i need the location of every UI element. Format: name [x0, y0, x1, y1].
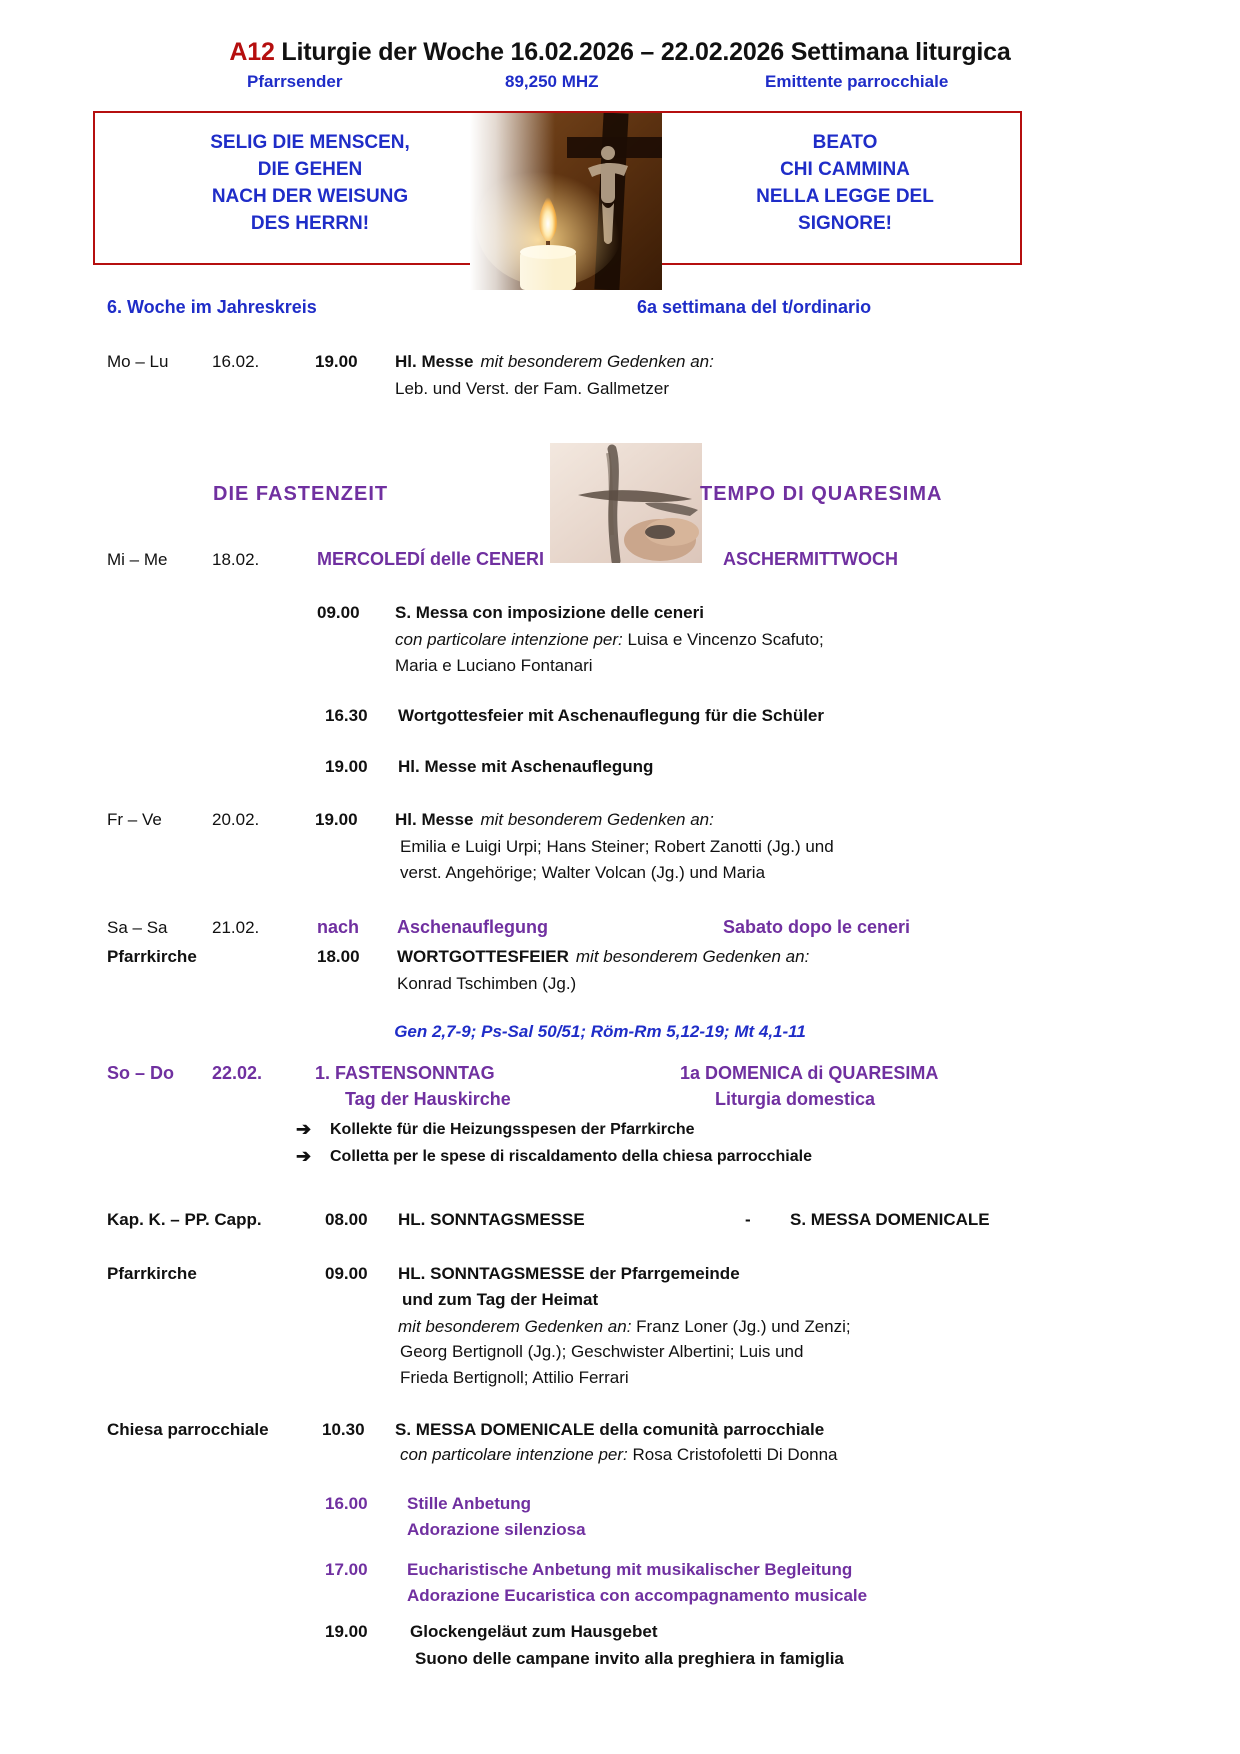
time-label: 19.00	[315, 352, 358, 371]
page-title	[0, 38, 1240, 67]
intention-names: Georg Bertignoll (Jg.); Geschwister Albertini; Luis und	[400, 1342, 804, 1361]
service-name: Hl. Messe	[395, 810, 474, 829]
motto-italian	[695, 129, 995, 237]
intention-names: Rosa Cristofoletti Di Donna	[632, 1445, 838, 1464]
intention-line	[395, 630, 824, 650]
ash-cross-image	[550, 443, 702, 563]
intention-line	[400, 1445, 838, 1465]
service-name: WORTGOTTESFEIER	[397, 947, 569, 966]
motto-de-line: DES HERRN!	[250, 213, 370, 234]
mass-title-de: HL. SONNTAGSMESSE	[398, 1210, 585, 1229]
motto-it-line: BEATO	[812, 132, 878, 153]
ash-title-de: ASCHERMITTWOCH	[723, 549, 898, 569]
date-label: 21.02.	[212, 918, 260, 937]
intention-names: Leb. und Verst. der Fam. Gallmetzer	[395, 379, 670, 398]
time-label: 17.00	[325, 1560, 368, 1579]
week-heading-it: 6a settimana del t/ordinario	[637, 297, 872, 317]
intention-note: con particolare intenzione per:	[400, 1445, 628, 1464]
motto-german	[145, 129, 475, 237]
ash-cross-graphic	[550, 443, 702, 563]
intention-names: verst. Angehörige; Walter Volcan (Jg.) und Maria	[400, 863, 766, 882]
sunday-sub-it: Liturgia domestica	[715, 1089, 876, 1109]
page-code: A12	[229, 38, 275, 66]
motto-it-line: SIGNORE!	[798, 213, 892, 234]
mass-title: HL. SONNTAGSMESSE der Pfarrgemeinde	[398, 1264, 740, 1283]
event-it: Adorazione Eucaristica con accompagnamento musicale	[407, 1586, 868, 1605]
event-title: S. Messa con imposizione delle ceneri	[395, 603, 704, 622]
intention-note: mit besonderem Gedenken an:	[398, 1317, 632, 1336]
date-label: 16.02.	[212, 352, 260, 371]
date-label: 20.02.	[212, 810, 260, 829]
date-label: 18.02.	[212, 550, 260, 569]
service-line	[397, 947, 809, 967]
place-label: Pfarrkirche	[107, 1264, 197, 1283]
day-label: Fr – Ve	[107, 810, 162, 829]
candle-crucifix-image	[470, 113, 662, 290]
time-label: 09.00	[325, 1264, 368, 1283]
mass-title-it: S. MESSA DOMENICALE	[790, 1210, 990, 1229]
place-label: Pfarrkirche	[107, 947, 197, 966]
collect-note-de: Kollekte für die Heizungsspesen der Pfarrkirche	[330, 1121, 695, 1138]
service-line	[395, 352, 714, 372]
saturday-title-de: Aschenauflegung	[397, 917, 549, 937]
event-title: Hl. Messe mit Aschenauflegung	[398, 757, 654, 776]
place-label: Chiesa parrocchiale	[107, 1420, 269, 1439]
intention-names: Frieda Bertignoll; Attilio Ferrari	[400, 1368, 629, 1387]
time-label: 08.00	[325, 1210, 368, 1229]
mass-title2: und zum Tag der Heimat	[402, 1290, 599, 1309]
readings-line: Gen 2,7-9; Ps-Sal 50/51; Röm-Rm 5,12-19; Mt 4,1-11	[394, 1022, 806, 1041]
event-title: Wortgottesfeier mit Aschenauflegung für die Schüler	[398, 706, 824, 725]
page-title-text: Liturgie der Woche 16.02.2026 – 22.02.2026 Settimana liturgica	[281, 38, 1011, 66]
time-label: 19.00	[315, 810, 358, 829]
intention-names: Luisa e Vincenzo Scafuto;	[627, 630, 824, 649]
intention-note: mit besonderem Gedenken an:	[480, 810, 714, 829]
event-it: Adorazione silenziosa	[407, 1520, 586, 1539]
ash-title-it: MERCOLEDÍ delle CENERI	[317, 549, 545, 569]
time-label: 10.30	[322, 1420, 365, 1439]
arrow-icon: ➔	[296, 1119, 312, 1139]
sunday-title-it: 1a DOMENICA di QUARESIMA	[680, 1063, 939, 1083]
saturday-pre: nach	[317, 917, 360, 937]
intention-note: mit besonderem Gedenken an:	[575, 947, 810, 966]
lent-heading-it: TEMPO DI QUARESIMA	[700, 483, 943, 505]
mass-title: S. MESSA DOMENICALE della comunità parrocchiale	[395, 1420, 825, 1439]
motto-it-line: NELLA LEGGE DEL	[756, 186, 934, 207]
station-frequency: 89,250 MHZ	[505, 72, 599, 91]
saturday-title-it: Sabato dopo le ceneri	[723, 917, 911, 937]
time-label: 16.30	[325, 706, 368, 725]
time-label: 09.00	[317, 603, 360, 622]
service-line	[395, 810, 714, 830]
time-label: 16.00	[325, 1494, 368, 1513]
time-label: 18.00	[317, 947, 360, 966]
motto-de-line: DIE GEHEN	[257, 159, 363, 180]
lent-heading-de: DIE FASTENZEIT	[213, 483, 389, 505]
intention-names: Emilia e Luigi Urpi; Hans Steiner; Robert Zanotti (Jg.) und	[400, 837, 834, 856]
station-label-it: Emittente parrocchiale	[765, 72, 949, 91]
station-label-de: Pfarrsender	[247, 72, 343, 91]
time-label: 19.00	[325, 757, 368, 776]
event-de: Stille Anbetung	[407, 1494, 532, 1513]
sunday-title-de: 1. FASTENSONNTAG	[315, 1063, 495, 1083]
day-label: Sa – Sa	[107, 918, 168, 937]
arrow-icon: ➔	[296, 1146, 312, 1166]
intention-note: mit besonderem Gedenken an:	[480, 352, 714, 371]
event-de: Eucharistische Anbetung mit musikalischer Begleitung	[407, 1560, 853, 1579]
candle-crucifix-graphic	[470, 113, 662, 290]
event-it: Suono delle campane invito alla preghiera in famiglia	[415, 1649, 844, 1668]
day-label: Mo – Lu	[107, 352, 169, 371]
intention-note: con particolare intenzione per:	[395, 630, 623, 649]
intention-names: Maria e Luciano Fontanari	[395, 656, 593, 675]
event-de: Glockengeläut zum Hausgebet	[410, 1622, 658, 1641]
mass-title-sep: -	[745, 1210, 751, 1229]
motto-de-line: NACH DER WEISUNG	[211, 186, 409, 207]
place-label: Kap. K. – PP. Capp.	[107, 1210, 262, 1229]
day-label: So – Do	[107, 1063, 175, 1083]
week-heading-de: 6. Woche im Jahreskreis	[107, 297, 317, 317]
intention-names: Franz Loner (Jg.) und Zenzi;	[636, 1317, 851, 1336]
sunday-sub-de: Tag der Hauskirche	[345, 1089, 511, 1109]
day-label: Mi – Me	[107, 550, 168, 569]
motto-it-line: CHI CAMMINA	[780, 159, 910, 180]
intention-names: Konrad Tschimben (Jg.)	[397, 974, 577, 993]
date-label: 22.02.	[212, 1063, 263, 1083]
motto-de-line: SELIG DIE MENSCEN,	[210, 132, 410, 153]
intention-line	[398, 1317, 851, 1337]
service-name: Hl. Messe	[395, 352, 474, 371]
collect-note-it: Colletta per le spese di riscaldamento della chiesa parrocchiale	[330, 1148, 812, 1165]
time-label: 19.00	[325, 1622, 368, 1641]
